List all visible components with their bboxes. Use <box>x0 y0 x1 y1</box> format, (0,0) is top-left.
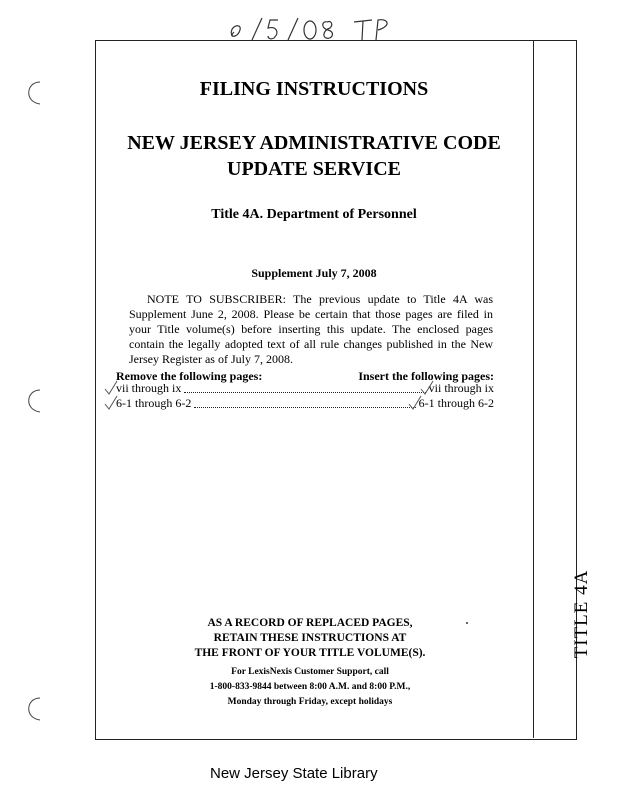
note-to-subscriber: NOTE TO SUBSCRIBER: The previous update to Title 4A was Supplement June 2, 2008. Please be certain that those pages are filed in your Title volume(s) before inserting this update. The enclosed pages contain the legally adopted text of all rule changes published in the New Jersey Register as of July 7, 2008. <box>129 292 493 366</box>
page-row <box>116 382 494 396</box>
service-title-line-2: UPDATE SERVICE <box>227 158 401 180</box>
page-heading: FILING INSTRUCTIONS <box>199 78 429 100</box>
insert-pages-cell: vii through ix <box>428 381 494 395</box>
tab-divider-line <box>533 40 534 738</box>
support-line-1: For LexisNexis Customer Support, call <box>231 667 389 677</box>
insert-pages-header: Insert the following pages: <box>358 369 494 383</box>
record-instructions <box>150 616 470 661</box>
remove-pages-header: Remove the following pages: <box>116 369 263 383</box>
remove-pages-cell: 6-1 through 6-2 <box>116 396 192 410</box>
title-line: Title 4A. Department of Personnel <box>211 207 417 222</box>
binder-hole-icon <box>20 78 46 108</box>
customer-support-info <box>150 665 470 710</box>
support-line-3: Monday through Friday, except holidays <box>227 697 393 707</box>
check-mark-icon <box>104 395 118 411</box>
check-mark-icon <box>420 380 434 396</box>
library-stamp: New Jersey State Library <box>210 765 378 782</box>
dot-leader <box>184 392 425 393</box>
support-line-2: 1-800-833-9844 between 8:00 A.M. and 8:00 P.M., <box>209 682 411 692</box>
dot-leader <box>194 407 415 408</box>
supplement-date: Supplement July 7, 2008 <box>251 266 377 280</box>
binder-hole-icon <box>20 386 46 416</box>
record-line-3: THE FRONT OF YOUR TITLE VOLUME(S). <box>194 647 426 659</box>
record-line-1: AS A RECORD OF REPLACED PAGES, <box>207 617 413 629</box>
check-mark-icon <box>104 380 118 396</box>
record-line-2: RETAIN THESE INSTRUCTIONS AT <box>213 632 407 644</box>
insert-pages-cell: 6-1 through 6-2 <box>418 396 494 410</box>
binder-hole-icon <box>20 694 46 724</box>
check-mark-icon <box>408 395 422 411</box>
remove-pages-cell: vii through ix <box>116 381 182 395</box>
service-title-line-1: NEW JERSEY ADMINISTRATIVE CODE <box>127 132 501 154</box>
page-row <box>116 397 494 411</box>
title-tab-label: TITLE 4A <box>571 569 592 659</box>
